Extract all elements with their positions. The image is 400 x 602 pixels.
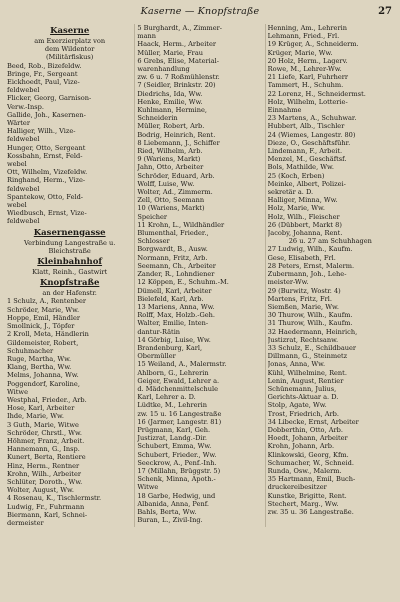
directory-entry: 35 Hartmann, Emil, Buch- [267,475,356,484]
directory-entry: Blumenthal, Frieder., [137,229,209,238]
directory-entry: 33 Schulz, E., Schildbauer [267,343,357,352]
directory-entry: Witwe [7,387,28,396]
directory-entry: Dümell, Karl, Arbeiter [137,286,212,295]
directory-entry: Flicker, Georg, Garnison- [7,94,92,103]
directory-entry: dermeister [7,518,44,527]
directory-entry: Schünemann, Julius, [267,384,337,393]
column-middle [134,24,264,527]
directory-entry: Wiedbusch, Ernst, Vize- [7,209,87,218]
directory-entry: Diedrichs, Ida, Ww. [137,89,203,98]
directory-entry: Rowe, M., Lehrer-Ww. [267,65,342,74]
street-note: Klatt, Reinh., Gastwirt [32,268,108,277]
directory-entry: Holz, Wilhelm, Lotterie- [267,97,348,106]
directory-entry: Henning, Am., Lehrerin [267,24,347,32]
directory-entry: Stechert, Marg., Ww. [267,499,339,508]
directory-entry: Kunert, Berta, Rentiere [7,453,86,462]
directory-entry: Schumacher, W., Schneid. [267,458,354,467]
directory-entry: Dieze, O., Geschäftsführ. [267,138,351,147]
directory-entry: Ried, Wilhelm, Arb. [137,147,203,156]
directory-entry: 19 Krüger, A., Schneiderm. [267,40,359,49]
directory-entry: 2 Kroll, Meta, Händlerin [7,330,89,339]
directory-entry: 21 Liefe, Karl, Fuhrherr [267,73,349,82]
directory-entry: Krohn, Johann, Arb. [267,442,335,451]
directory-entry: Jacoby, Johanna, Rent. [267,229,343,238]
directory-entry: Haack, Herm., Arbeiter [137,40,217,49]
directory-entry: 8 Liebemann, J., Schiffer [137,138,220,147]
directory-entry: 7 (Seidler, Brinkstr. 20) [137,81,216,90]
street-heading: Kaserne [50,26,90,36]
directory-entry: Jonas, Anna, Ww. [267,360,326,369]
directory-entry: 20 Holz, Herm., Lagerv. [267,56,348,65]
directory-entry: Spantekow, Otto, Feld- [7,192,84,201]
street-heading: Kleinbahnhof [37,257,103,268]
directory-entry: Rolff, Max, Holzb.-Geh. [137,311,215,320]
directory-entry: Holz, Marie, Ww. [267,204,325,213]
directory-entry: 1 Schulz, A., Rentenber [7,297,87,306]
directory-entry: feldwebel [7,135,40,144]
directory-entry: Hoedt, Johann, Arbeiter [267,434,348,443]
directory-entry: Zander, R., Lohndiener [137,270,215,279]
directory-entry: Ringhand, Herm., Vize- [7,176,86,185]
directory-entry: Lenin, August, Rentier [267,376,344,385]
directory-entry: druckereibesitzer [267,483,327,492]
directory-entry: Gildemeister, Robert, [7,338,79,347]
directory-entry: 11 Krohn, L., Wildhändler [137,220,225,229]
directory-entry: Obermüller [137,352,176,361]
directory-entry: Bielefeld, Karl, Arb. [137,294,204,303]
directory-entry: feldwebel [7,217,40,226]
directory-entry: 32 Haedermann, Heinrich, [267,327,358,336]
directory-entry: zw. 15 u. 16 Langestraße [137,409,222,418]
directory-entry: Ludwig, Fr., Fuhrmann [7,502,85,511]
directory-entry: Runda, Osw., Malerm. [267,466,342,475]
directory-entry: 6 Grebs, Elise, Material- [137,56,220,65]
directory-entry: Menzel, M., Geschäftsf. [267,155,347,164]
directory-entry: Wolter, Ad., Zimmerm. [137,188,213,197]
directory-entry: Justizrat, Landg.-Dir. [137,434,207,443]
directory-entry: Westphal, Frieder., Arb. [7,395,87,404]
directory-entry: meister-Ww. [267,278,309,287]
directory-entry: Trost, Friedrich, Arb. [267,409,339,418]
directory-entry: 10 (Wariens, Markt) [137,204,205,213]
directory-entry: Eickhoedt, Paul, Vize- [7,78,80,87]
directory-entry: 25 (Koch, Erben) [267,171,325,180]
directory-entry: Henke, Emilie, Ww. [137,97,203,106]
directory-entry: 14 Görbig, Luise, Ww. [137,335,211,344]
directory-entry: Schenk, Minna, Apoth.- [137,475,216,484]
street-note: 26 u. 27 am Schuhhagen [288,237,372,246]
directory-entry: Schubert, Frieder., Ww. [137,450,217,459]
directory-entry: 3 Guth, Marie, Witwe [7,420,79,429]
directory-entry: Bringe, Fr., Sergeant [7,69,78,78]
page-title: Kaserne — Knopfstraße [140,6,260,17]
directory-entry: Schröder, Marie, Ww. [7,305,80,314]
directory-entry: Zubermann, Joh., Lehe- [267,270,347,279]
directory-entry: Krohn, Wilh., Arbeiter [7,469,81,478]
page-number: 27 [378,6,392,17]
directory-entry: Klang, Bertha, Ww. [7,363,72,372]
directory-entry: Meinke, Albert, Polizei- [267,179,346,188]
street-note: Verbindung Langestraße u. [23,238,116,247]
directory-entry: Schubert, Emma, Ww. [137,442,212,451]
directory-entry: Zell, Otto, Seemann [137,196,205,205]
directory-entry: Bols, Mathilde, Ww. [267,163,335,172]
directory-entry: 15 Weiland, A., Malermstr. [137,360,227,369]
directory-entry: Wolter, August, Ww. [7,486,75,495]
directory-entry: 28 Peters, Ernst, Malerm. [267,261,355,270]
directory-entry: 16 (Jarmer, Langestr. 81) [137,417,222,426]
directory-entry: Kühl, Wilhelmine, Rent. [267,368,347,377]
directory-entry: Walter, Emilie, Inten- [137,319,209,328]
directory-entry: Ahlborn, G., Lehrerin [137,368,209,377]
directory-entry: 24 (Wiemes, Langestr. 80) [267,130,356,139]
directory-entry: Jahn, Otto, Arbeiter [137,163,204,172]
directory-entry: Karl, Lehrer a. D. [137,393,196,402]
directory-entry: 17 (Millahn, Brüggstr. 5) [137,466,221,475]
directory-entry: warenhandlung [137,65,190,74]
street-note: an der Hafenstr. [42,289,97,298]
directory-entry: Poggendorf, Karoline, [7,379,80,388]
directory-entry: Ihde, Marie, Ww. [7,412,64,421]
directory-entry: Gese, Elisabeth, Frl. [267,253,336,262]
directory-entry: 27 Ludwig, Wilh., Kaufm. [267,245,353,254]
directory-entry: d. Mädchenmittelschule [137,384,218,393]
directory-entry: Gallide, Joh., Kasernen- [7,110,86,119]
directory-entry: Dillmann, G., Steinmetz [267,352,348,361]
directory-entry: Normann, Fritz, Arb. [137,253,208,262]
directory-entry: 22 Lorenz, H., Schneidermst. [267,89,366,98]
directory-entry: Schröder, Eduard, Arb. [137,171,215,180]
directory-entry: Ott, Wilhelm, Vizefeldw. [7,168,88,177]
directory-entry: feldwebel [7,86,40,95]
directory-entry: Schuhmacher [7,346,54,355]
directory-entry: Ruge, Martha, Ww. [7,354,72,363]
directory-entry: Hoppe, Emil, Händler [7,313,81,322]
street-note: (Militärfiskus) [45,53,94,62]
directory-entry: Hinz, Herm., Rentner [7,461,80,470]
directory-entry: Seemann, Ch., Arbeiter [137,261,216,270]
directory-entry: 5 Burghardt, A., Zimmer- [137,24,223,32]
directory-entry: Witwe [137,483,159,492]
directory-entry: sekretär a. D. [267,188,314,197]
street-heading: Knopfstraße [39,278,100,289]
directory-entry: Schlosser [137,237,170,246]
directory-entry: mann [137,32,157,41]
directory-entry: webel [7,201,27,210]
street-note: dem Wildentor [44,45,95,54]
directory-entry: Brandenburg, Karl, [137,343,203,352]
directory-entry: Melms, Johanna, Ww. [7,371,79,380]
directory-entry: Hunger, Otto, Sergeant [7,143,86,152]
street-heading: Kasernengasse [33,227,106,238]
directory-entry: Speicher [137,212,168,221]
directory-entry: 18 Garbe, Hedwig, und [137,491,216,500]
directory-entry: Geiger, Ewald, Lehrer a. [137,376,220,385]
directory-entry: dantur-Rätin [137,327,181,336]
directory-entry: Müller, Robert, Arb. [137,122,205,131]
directory-entry: Biermann, Karl, Schnei- [7,510,88,519]
directory-entry: Buran, L., Zivil-Ing. [137,516,203,525]
directory-entry: Seeckrow, A., Penf.-Inh. [137,458,217,467]
directory-entry: Hubbert, Alb., Tischler [267,122,345,131]
directory-entry: Schneiderin [137,114,178,123]
directory-entry: 23 Martens, A., Schuhwar. [267,114,357,123]
directory-entry: Wolff, Luise, Ww. [137,179,195,188]
page-header [5,6,395,20]
directory-columns [5,24,395,527]
directory-entry: zw. 35 u. 36 Langestraße. [267,507,354,516]
directory-entry: Smollnick, J., Töpfer [7,322,75,331]
directory-entry: Schlüter, Doroth., Ww. [7,477,83,486]
street-note: am Exerzierplatz von [34,37,106,45]
directory-entry: 12 Köppen, E., Schuhm.-M. [137,278,229,287]
directory-entry: Schröder, Chrstl., Ww. [7,428,82,437]
directory-entry: Wärter [7,119,30,128]
directory-entry: webel [7,160,27,169]
directory-entry: Müller, Marie, Frau [137,48,204,57]
directory-entry: Lüdtke, M., Lehrerin [137,401,208,410]
directory-entry: 9 (Wariens, Markt) [137,155,201,164]
directory-entry: Halliger, Wilh., Vize- [7,127,76,136]
directory-entry: Kuhlmann, Hermine, [137,106,207,115]
directory-entry: Hannemann, G., Insp. [7,445,80,454]
directory-entry: Kunstke, Brigitte, Rent. [267,491,347,500]
directory-entry: Beed, Rob., Bizefeldw. [7,61,82,70]
directory-entry: Einnahme [267,106,302,115]
directory-entry: Lehmann, Fried., Frl. [267,32,340,41]
directory-entry: 29 (Burwitz, Wostr. 4) [267,286,341,295]
directory-entry: 30 Thurow, Wilh., Kaufm. [267,311,353,320]
directory-entry: Prügmann, Karl, Geh. [137,425,211,434]
directory-entry: Kossbahn, Ernst, Feld- [7,151,83,160]
directory-entry: Klinkowski, Georg, Kfm. [267,450,349,459]
directory-entry: feldwebel [7,184,40,193]
directory-entry: Dobberthin, Otto, Arb. [267,425,343,434]
directory-entry: Stolp, Agate, Ww. [267,401,327,410]
directory-entry: Gerichts-Aktuar a. D. [267,393,339,402]
directory-entry: 13 Mariens, Anna, Ww. [137,302,215,311]
directory-entry: Martens, Fritz, Frl. [267,294,332,303]
column-left [5,24,134,527]
directory-entry: Borgwardt, B., Ausw. [137,245,208,254]
directory-entry: Bodrig, Heinrich, Rent. [137,130,216,139]
directory-entry: Lindemann, F., Arbeit. [267,147,343,156]
directory-entry: Siemßen, Marie, Ww. [267,302,339,311]
directory-entry: Höhmer, Franz, Arbeit. [7,436,85,445]
directory-entry: Justizrat, Rechtsanw. [267,335,339,344]
directory-entry: Verw.-Insp. [7,102,44,111]
directory-entry: 26 (Dübbert, Markt 8) [267,220,342,229]
directory-entry: 31 Thurow, Wilh., Kaufm. [267,319,353,328]
directory-entry: Holz, Wilh., Fleischer [267,212,340,221]
directory-entry: Halliger, Minna, Ww. [267,196,338,205]
directory-entry: Bahls, Berta, Ww. [137,507,197,516]
column-right [265,24,395,527]
directory-entry: zw. 6 u. 7 Roßmühlenstr. [137,73,220,82]
directory-entry: Albanida, Anna, Penf. [137,499,210,508]
directory-entry: Krüger, Marie, Ww. [267,48,333,57]
directory-entry: Tammert, H., Schuhm. [267,81,344,90]
street-note: Bleichstraße [48,246,91,255]
directory-entry: 34 Libecke, Ernst, Arbeiter [267,417,359,426]
directory-entry: Hose, Karl, Arbeiter [7,404,75,413]
directory-entry: 4 Rosenau, K., Tischlermstr. [7,494,102,503]
